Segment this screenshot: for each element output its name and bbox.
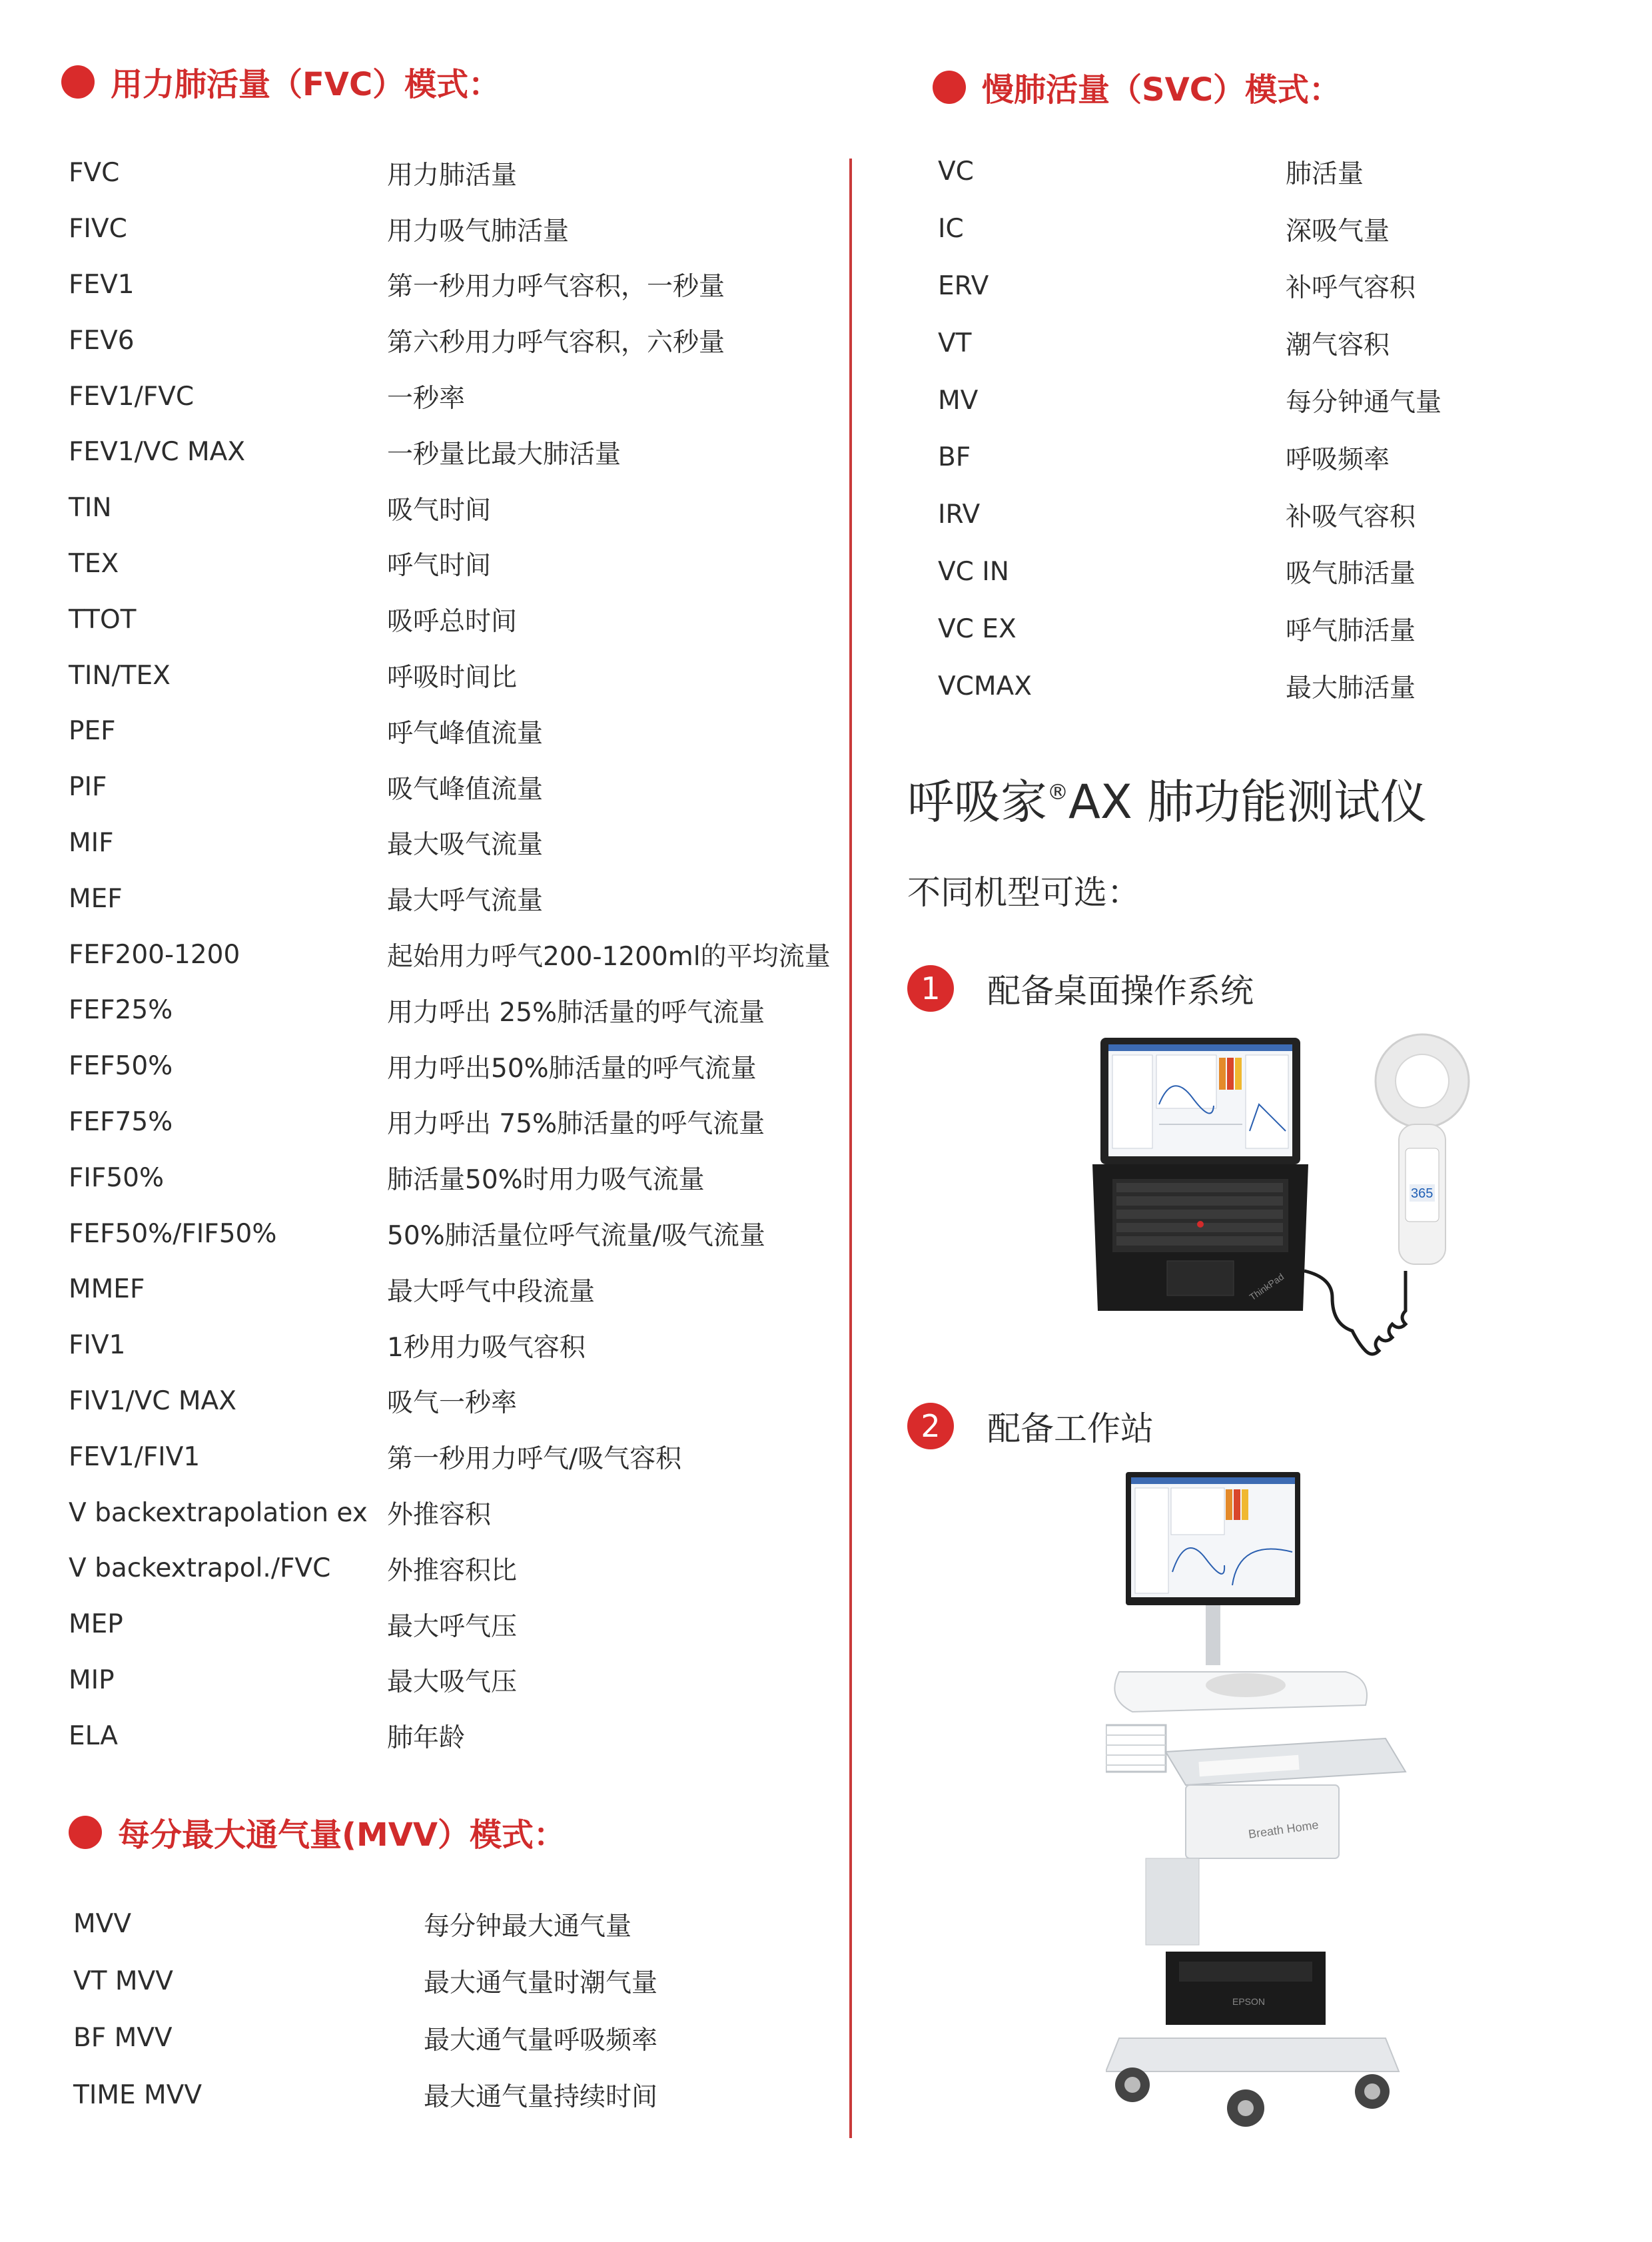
table-row: [69, 927, 831, 982]
table-row: [69, 1373, 831, 1429]
table-row: [938, 657, 1442, 715]
table-row: [73, 2010, 657, 2067]
parameter-description: 深吸气量: [1286, 216, 1390, 246]
parameter-description: 呼气峰值流量: [387, 718, 544, 749]
table-row: [69, 201, 831, 257]
parameter-code: FEV1/VC MAX: [69, 437, 246, 468]
parameter-description: 吸气一秒率: [387, 1388, 518, 1419]
table-row: [69, 536, 831, 592]
parameter-description: 最大肺活量: [1286, 673, 1416, 704]
table-row: [73, 2067, 657, 2124]
parameter-description: 50%肺活量位呼气流量/吸气流量: [387, 1221, 765, 1252]
parameter-description: 吸气峰值流量: [387, 774, 544, 805]
parameter-description: 第一秒用力呼气/吸气容积: [387, 1444, 682, 1475]
parameter-description: 最大呼气压: [387, 1611, 518, 1642]
parameter-code: VCMAX: [938, 671, 1032, 701]
parameter-code: IRV: [938, 500, 981, 530]
parameter-description: 肺活量: [1286, 159, 1364, 189]
parameter-code: FIV1: [69, 1330, 126, 1361]
parameter-description: 呼吸时间比: [387, 663, 518, 693]
svg-text:Breath Home: Breath Home: [1247, 1818, 1320, 1841]
parameter-description: 呼气肺活量: [1286, 616, 1416, 647]
parameter-code: FEV1/FIV1: [69, 1441, 201, 1472]
parameter-description: 最大呼气中段流量: [387, 1276, 596, 1307]
parameter-code: FEF75%: [69, 1106, 173, 1137]
parameter-description: 肺活量50%时用力吸气流量: [387, 1165, 705, 1196]
parameter-code: MEF: [69, 883, 123, 914]
parameter-code: BF MVV: [73, 2023, 173, 2054]
table-row: [938, 143, 1442, 200]
parameter-description: 起始用力呼气200-1200ml的平均流量: [387, 942, 831, 972]
parameter-code: TIN/TEX: [69, 660, 171, 691]
parameter-description: 每分钟通气量: [1286, 388, 1442, 418]
parameter-description: 一秒量比最大肺活量: [387, 439, 621, 470]
parameter-code: MIF: [69, 827, 114, 858]
table-row: [69, 1541, 831, 1597]
parameter-code: FEF200-1200: [69, 939, 240, 970]
parameter-code: MV: [938, 385, 979, 416]
option-number-badge: 2: [907, 1403, 954, 1449]
parameter-code: TIN: [69, 493, 112, 524]
table-row: [69, 1038, 831, 1094]
parameter-code: FIVC: [69, 214, 127, 244]
table-row: [69, 1150, 831, 1206]
parameter-description: 用力呼出50%肺活量的呼气流量: [387, 1053, 757, 1084]
parameter-description: 补呼气容积: [1286, 273, 1416, 304]
parameter-description: 用力吸气肺活量: [387, 216, 570, 246]
parameter-description: 最大通气量持续时间: [424, 2082, 658, 2113]
parameter-description: 1秒用力吸气容积: [387, 1332, 586, 1363]
parameter-code: FEF50%: [69, 1051, 173, 1082]
table-row: [69, 815, 831, 871]
table-row: [938, 429, 1442, 486]
table-row: [69, 1206, 831, 1262]
parameter-code: MEP: [69, 1609, 123, 1640]
mvv-parameter-table: [73, 1896, 657, 2123]
table-row: [69, 1262, 831, 1317]
table-row: [69, 1094, 831, 1150]
parameter-description: 用力呼出 75%肺活量的呼气流量: [387, 1109, 765, 1140]
fvc-section-title: 用力肺活量（FVC）模式：: [111, 66, 501, 103]
workstation-cart-image: [1106, 1472, 1439, 2131]
table-row: [73, 1953, 657, 2010]
parameter-description: 一秒率: [387, 384, 466, 414]
table-row: [69, 424, 831, 480]
parameter-description: 吸气时间: [387, 495, 492, 526]
svc-parameter-table: [938, 143, 1442, 715]
parameter-code: PIF: [69, 772, 107, 803]
parameter-code: MIP: [69, 1665, 115, 1695]
table-row: [69, 257, 831, 313]
parameter-description: 补吸气容积: [1286, 502, 1416, 532]
bullet-dot-icon: [69, 1816, 102, 1849]
parameter-code: MMEF: [69, 1274, 145, 1305]
parameter-description: 用力肺活量: [387, 160, 518, 190]
table-row: [73, 1896, 657, 1953]
parameter-code: FEF25%: [69, 995, 173, 1026]
parameter-description: 第六秒用力呼气容积，六秒量: [387, 328, 725, 358]
table-row: [69, 703, 831, 759]
column-divider: [849, 159, 852, 2138]
table-row: [69, 145, 831, 201]
svc-section-heading: [933, 64, 1341, 110]
bullet-dot-icon: [61, 65, 95, 99]
table-row: [69, 312, 831, 368]
table-row: [69, 1653, 831, 1708]
table-row: [69, 1708, 831, 1764]
parameter-code: TEX: [69, 548, 119, 579]
parameter-description: 外推容积: [387, 1500, 492, 1531]
option-label: 配备桌面操作系统: [987, 972, 1254, 1010]
parameter-description: 肺年龄: [387, 1723, 466, 1754]
parameter-code: FEF50%/FIF50%: [69, 1218, 277, 1249]
parameter-description: 第一秒用力呼气容积，一秒量: [387, 272, 725, 302]
table-row: [938, 544, 1442, 601]
table-row: [69, 1429, 831, 1485]
fvc-parameter-table: [69, 145, 831, 1764]
parameter-code: ELA: [69, 1720, 118, 1751]
table-row: [938, 486, 1442, 544]
option-number-badge: 1: [907, 965, 954, 1012]
parameter-description: 最大通气量时潮气量: [424, 1968, 658, 1999]
option-desktop: [907, 964, 1254, 1012]
parameter-code: MVV: [73, 1909, 132, 1940]
parameter-code: TIME MVV: [73, 2079, 203, 2110]
table-row: [69, 591, 831, 647]
fvc-section-heading: [61, 59, 500, 105]
product-title: 呼吸家®AX 肺功能测试仪: [907, 775, 1428, 829]
parameter-description: 每分钟最大通气量: [424, 1911, 632, 1942]
svg-text:EPSON: EPSON: [1232, 1996, 1266, 2007]
parameter-description: 最大通气量呼吸频率: [424, 2025, 658, 2055]
table-row: [69, 871, 831, 927]
parameter-code: PEF: [69, 716, 116, 747]
table-row: [69, 647, 831, 703]
parameter-description: 用力呼出 25%肺活量的呼气流量: [387, 997, 765, 1028]
table-row: [938, 372, 1442, 429]
mvv-section-title: 每分最大通气量(MVV）模式：: [118, 1816, 566, 1854]
parameter-description: 呼气时间: [387, 551, 492, 581]
parameter-code: VC: [938, 157, 974, 187]
parameter-description: 最大吸气流量: [387, 830, 544, 861]
parameter-description: 潮气容积: [1286, 330, 1390, 361]
parameter-code: V backextrapolation ex: [69, 1497, 368, 1528]
svc-section-title: 慢肺活量（SVC）模式：: [982, 71, 1341, 109]
parameter-code: TTOT: [69, 604, 137, 635]
svg-text:365: 365: [1411, 1186, 1434, 1201]
parameter-description: 吸呼总时间: [387, 607, 518, 637]
parameter-code: VT MVV: [73, 1966, 173, 1996]
parameter-code: FEV1/FVC: [69, 381, 195, 412]
table-row: [69, 1317, 831, 1373]
table-row: [938, 258, 1442, 315]
table-row: [69, 1485, 831, 1541]
parameter-code: VT: [938, 328, 972, 358]
parameter-code: VC IN: [938, 556, 1009, 587]
parameter-description: 最大呼气流量: [387, 886, 544, 917]
parameter-code: FVC: [69, 158, 120, 188]
laptop-spirometer-image: [1092, 1031, 1485, 1377]
table-row: [69, 1597, 831, 1653]
parameter-code: FIV1/VC MAX: [69, 1385, 236, 1416]
option-label: 配备工作站: [987, 1409, 1154, 1448]
option-workstation: [907, 1402, 1154, 1450]
parameter-description: 吸气肺活量: [1286, 559, 1416, 589]
parameter-code: ERV: [938, 270, 989, 301]
parameter-description: 外推容积比: [387, 1555, 518, 1586]
parameter-code: BF: [938, 442, 971, 473]
bullet-dot-icon: [933, 71, 966, 104]
table-row: [69, 480, 831, 536]
parameter-code: IC: [938, 214, 964, 244]
parameter-code: FEV6: [69, 325, 135, 356]
table-row: [938, 314, 1442, 372]
table-row: [69, 368, 831, 424]
parameter-code: V backextrapol./FVC: [69, 1553, 331, 1584]
parameter-code: FEV1: [69, 269, 135, 300]
svg-text:ThinkPad: ThinkPad: [1247, 1271, 1286, 1303]
table-row: [938, 600, 1442, 657]
table-row: [69, 759, 831, 815]
table-row: [938, 200, 1442, 258]
parameter-code: VC EX: [938, 613, 1017, 644]
parameter-description: 最大吸气压: [387, 1667, 518, 1698]
parameter-code: FIF50%: [69, 1162, 165, 1193]
mvv-section-heading: [69, 1809, 566, 1855]
models-label: 不同机型可选：: [907, 873, 1140, 912]
parameter-description: 呼吸频率: [1286, 444, 1390, 475]
table-row: [69, 982, 831, 1038]
